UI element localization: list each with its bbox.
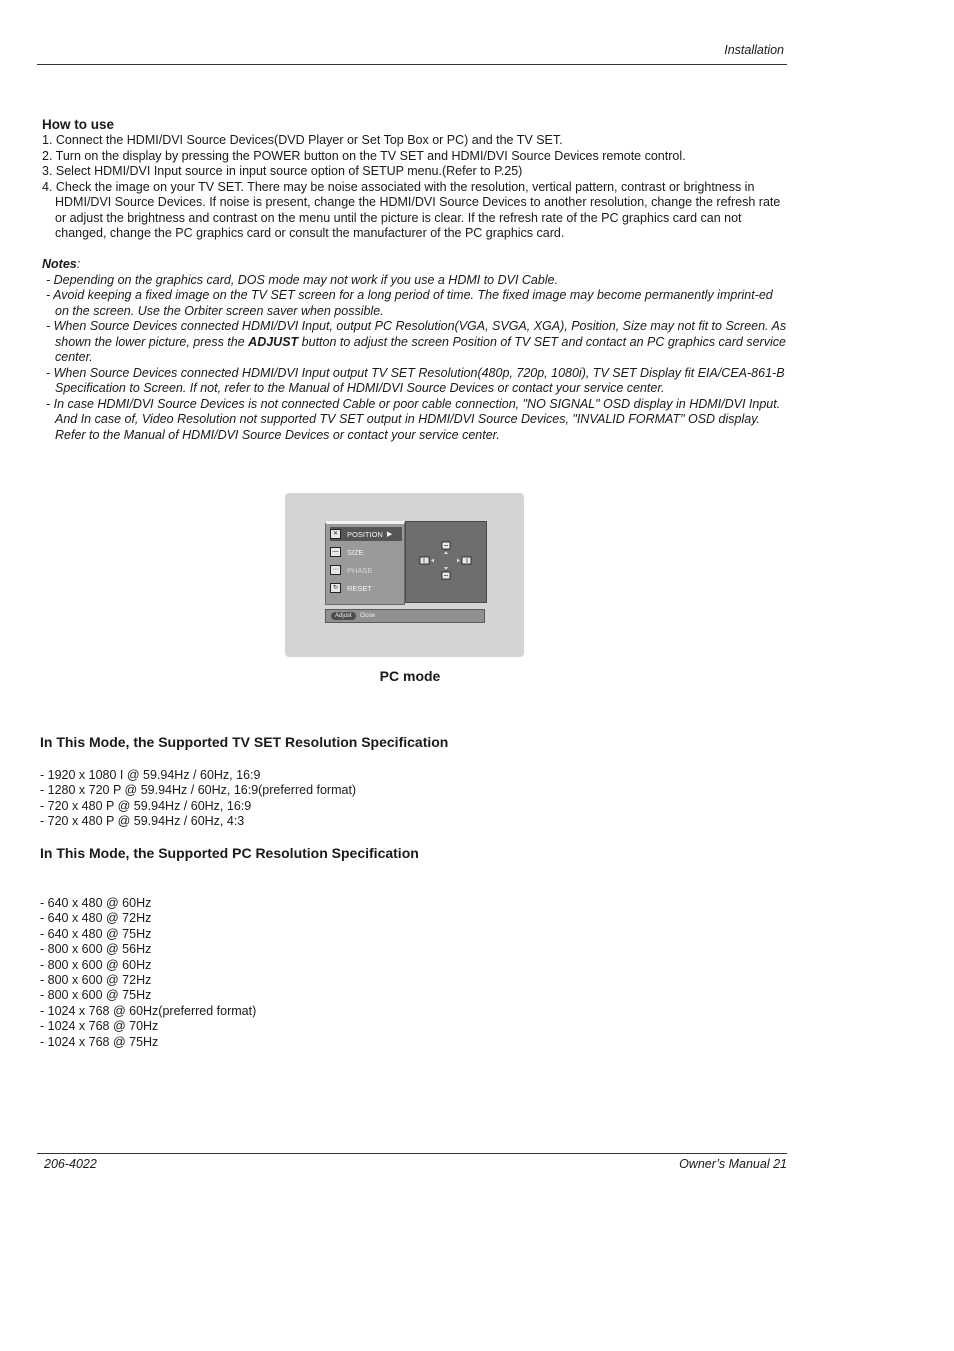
notes-section <box>42 257 787 443</box>
osd-close-label: Close <box>359 613 376 619</box>
note-text: - When Source Devices connected HDMI/DVI Input, output PC Resolution(VGA, SVGA, XGA), Position, Size may not fit to Screen. As shown the lower picture, press the <box>46 319 787 349</box>
osd-menu-item-phase <box>330 563 402 577</box>
step-item: 2. Turn on the display by pressing the POWER button on the TV SET and HDMI/DVI Source Devices remote control. <box>42 148 686 163</box>
notes-list <box>42 273 787 444</box>
list-item: - 800 x 600 @ 60Hz <box>40 957 152 972</box>
osd-menu-label: PHASE <box>347 565 373 575</box>
notes-heading <box>42 257 787 273</box>
note-item: - When Source Devices connected HDMI/DVI Input output TV SET Resolution(480p, 720p, 1080i), TV SET Display fit EIA/CEA-861-B Specification to Screen. If not, refer to the Manual of HDMI/DVI Source Devices or contact your service center. <box>46 365 785 395</box>
adjust-keyword: ADJUST <box>248 334 299 349</box>
size-icon: — <box>330 547 341 557</box>
list-item: - 800 x 600 @ 75Hz <box>40 988 152 1003</box>
list-item: - 1024 x 768 @ 75Hz <box>40 1034 159 1049</box>
list-item: - 720 x 480 P @ 59.94Hz / 60Hz, 4:3 <box>40 814 245 829</box>
tv-spec-list <box>40 768 356 830</box>
footer-rule <box>37 1153 787 1154</box>
note-item <box>42 319 787 366</box>
list-item: - 800 x 600 @ 56Hz <box>40 942 152 957</box>
osd-menu-item-position <box>330 527 402 541</box>
note-text: button to adjust the screen Position of TV SET and contact an PC graphics card service center. <box>55 334 786 364</box>
osd-menu-item-reset <box>330 581 402 595</box>
notes-title: Notes <box>42 257 77 271</box>
notes-colon: : <box>76 257 81 271</box>
list-item: - 640 x 480 @ 75Hz <box>40 926 152 941</box>
osd-position-panel <box>405 521 487 603</box>
osd-help-bar <box>325 609 485 623</box>
step-item: 3. Select HDMI/DVI Input source in input source option of SETUP menu.(Refer to P.25) <box>42 164 523 178</box>
how-to-use-section <box>42 117 787 242</box>
pc-spec-title: In This Mode, the Supported PC Resolution Specification <box>40 845 419 861</box>
osd-menu-label: SIZE <box>347 547 364 557</box>
list-item: - 1920 x 1080 I @ 59.94Hz / 60Hz, 16:9 <box>40 768 261 782</box>
pc-mode-caption: PC mode <box>379 668 441 684</box>
list-item: - 720 x 480 P @ 59.94Hz / 60Hz, 16:9 <box>40 798 252 813</box>
note-item: - Depending on the graphics card, DOS mode may not work if you use a HDMI to DVI Cable. <box>46 272 559 287</box>
tv-spec-title: In This Mode, the Supported TV SET Resolution Specification <box>40 734 449 750</box>
osd-menu-label: POSITION <box>347 529 383 539</box>
list-item: - 1280 x 720 P @ 59.94Hz / 60Hz, 16:9(preferred format) <box>40 783 357 798</box>
osd-menu <box>325 521 405 605</box>
list-item: - 800 x 600 @ 72Hz <box>40 973 152 988</box>
footer-model-number: 206-4022 <box>44 1157 97 1171</box>
arrow-right-icon: ▶ <box>386 531 393 538</box>
list-item: - 640 x 480 @ 60Hz <box>40 896 152 910</box>
note-item: - Avoid keeping a fixed image on the TV SET screen for a long period of time. The fixed image may become permanently imprint-ed on the screen. Use the Orbiter screen saver when possible. <box>46 288 773 318</box>
list-item: - 1024 x 768 @ 60Hz(preferred format) <box>40 1003 257 1018</box>
how-to-use-steps <box>42 133 787 242</box>
osd-menu-item-size <box>330 545 402 559</box>
osd-adjust-label: Adjust <box>331 612 356 620</box>
position-icon: ✕ <box>330 529 341 539</box>
how-to-use-title: How to use <box>42 117 115 132</box>
step-item: 4. Check the image on your TV SET. There may be noise associated with the resolution, vertical pattern, contrast or brightness in HDMI/DVI Source Devices. If noise is present, change the HDMI/DVI Source Devices to another resolution, change the refresh rate or adjust the brightness and contrast on the menu until the picture is clear. If the refresh rate of the PC graphics card can not changed, change the PC graphics card or consult the manufacturer of the PC graphics card. <box>42 179 781 240</box>
osd-menu-label: RESET <box>347 583 373 593</box>
step-item: 1. Connect the HDMI/DVI Source Devices(DVD Player or Set Top Box or PC) and the TV SET. <box>42 133 563 147</box>
list-item: - 640 x 480 @ 72Hz <box>40 911 152 926</box>
pc-spec-list <box>40 896 256 1050</box>
list-item: - 1024 x 768 @ 70Hz <box>40 1019 159 1034</box>
header-rule <box>37 64 787 65</box>
position-arrows-icon <box>406 522 486 602</box>
reset-icon: ↻ <box>330 583 341 593</box>
footer-page-label: Owner’s Manual 21 <box>679 1157 787 1171</box>
note-item: - In case HDMI/DVI Source Devices is not connected Cable or poor cable connection, "NO SIGNAL" OSD display in HDMI/DVI Input. And In case of, Video Resolution not supported TV SET output in HDMI/DVI Source Devices, "INVALID FORMAT" OSD display. Refer to the Manual of HDMI/DVI Source Devices or contact your service center. <box>46 396 781 442</box>
header-section-title: Installation <box>724 43 784 57</box>
phase-icon: ⋯ <box>330 565 341 575</box>
osd-screenshot <box>285 493 524 657</box>
